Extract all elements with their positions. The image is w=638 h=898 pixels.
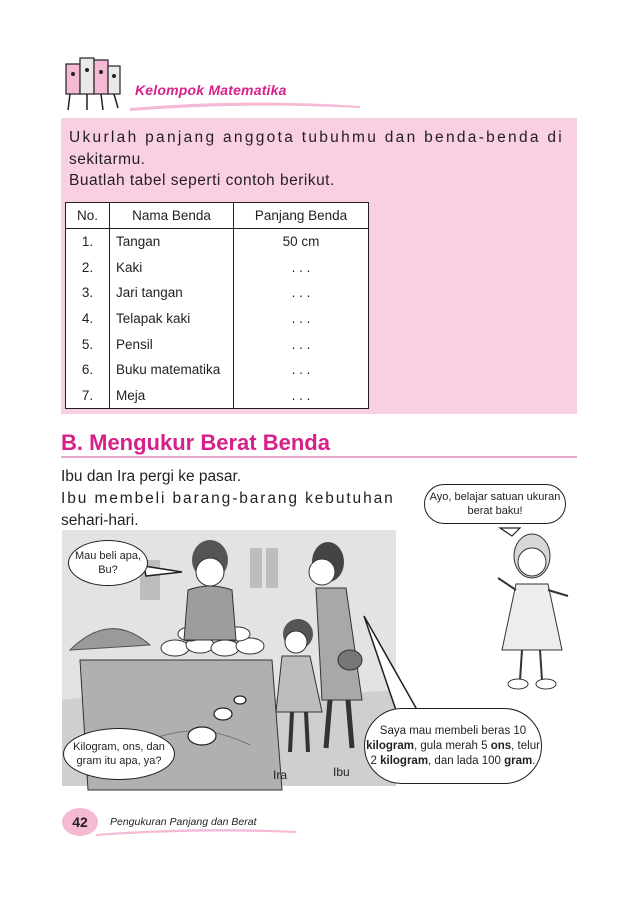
object-length: . . . bbox=[234, 383, 369, 409]
instruction-line: sekitarmu. bbox=[69, 150, 146, 168]
bubble-pointer bbox=[500, 528, 520, 536]
row-number: 3. bbox=[66, 280, 110, 306]
header-swoosh-icon bbox=[130, 100, 360, 112]
girl-figure bbox=[498, 534, 568, 689]
activity-instructions bbox=[69, 127, 569, 192]
object-length: 50 cm bbox=[234, 229, 369, 255]
object-length: . . . bbox=[234, 331, 369, 357]
speech-bubble-mother bbox=[364, 708, 542, 784]
object-length: . . . bbox=[234, 280, 369, 306]
object-length: . . . bbox=[234, 357, 369, 383]
row-number: 6. bbox=[66, 357, 110, 383]
table-row bbox=[66, 306, 369, 332]
object-name: Telapak kaki bbox=[110, 306, 234, 332]
speech-bubble-seller: Mau beli apa, Bu? bbox=[68, 540, 148, 586]
column-header: Nama Benda bbox=[110, 203, 234, 229]
table-header-row bbox=[66, 203, 369, 229]
table-row bbox=[66, 331, 369, 357]
row-number: 4. bbox=[66, 306, 110, 332]
bubble-bold-text: gram bbox=[504, 754, 533, 767]
table-row bbox=[66, 383, 369, 409]
paragraph-line: sehari-hari. bbox=[61, 512, 139, 529]
thought-dot bbox=[214, 708, 232, 720]
bubble-bold-text: ons bbox=[490, 739, 512, 752]
table-row bbox=[66, 254, 369, 280]
shelf-item bbox=[250, 548, 262, 588]
example-table bbox=[65, 202, 369, 409]
bubble-text: . bbox=[532, 754, 536, 767]
paragraph-line: Ibu membeli barang-barang kebutuhan bbox=[61, 490, 395, 507]
speech-bubble-learn: Ayo, belajar satuan ukuran berat baku! bbox=[424, 484, 566, 524]
object-name: Buku matematika bbox=[110, 357, 234, 383]
bubble-bold-text: kilogram bbox=[380, 754, 429, 767]
row-number: 5. bbox=[66, 331, 110, 357]
thought-bubble-ira: Kilogram, ons, dan gram itu apa, ya? bbox=[63, 728, 175, 780]
thought-dot bbox=[188, 727, 216, 745]
object-length: . . . bbox=[234, 306, 369, 332]
label-ira: Ira bbox=[273, 768, 288, 782]
instruction-line: Ukurlah panjang anggota tubuhmu dan benda-benda di bbox=[69, 129, 565, 146]
object-name: Meja bbox=[110, 383, 234, 409]
chapter-header-title: Kelompok Matematika bbox=[135, 82, 287, 98]
table-row bbox=[66, 280, 369, 306]
bubble-bold-text: kilogram bbox=[366, 739, 414, 752]
table-row bbox=[66, 229, 369, 255]
bubble-text: , telur 2 bbox=[370, 739, 540, 767]
object-name: Jari tangan bbox=[110, 280, 234, 306]
shelf-item bbox=[266, 548, 278, 588]
row-number: 2. bbox=[66, 254, 110, 280]
math-group-logo-icon bbox=[60, 52, 124, 114]
section-underline bbox=[61, 456, 577, 458]
page-number: 42 bbox=[62, 808, 98, 836]
instruction-line: Buatlah tabel seperti contoh berikut. bbox=[69, 172, 335, 189]
label-ibu: Ibu bbox=[333, 765, 350, 779]
row-number: 7. bbox=[66, 383, 110, 409]
paragraph-line: Ibu dan Ira pergi ke pasar. bbox=[61, 468, 242, 485]
object-length: . . . bbox=[234, 254, 369, 280]
bubble-text: , dan lada 100 bbox=[428, 754, 505, 767]
table-row bbox=[66, 357, 369, 383]
bubble-text: , gula merah 5 bbox=[414, 739, 491, 752]
section-title: B. Mengukur Berat Benda bbox=[61, 430, 330, 455]
thought-dot bbox=[234, 696, 246, 704]
footer-chapter-title: Pengukuran Panjang dan Berat bbox=[110, 816, 257, 828]
column-header: Panjang Benda bbox=[234, 203, 369, 229]
row-number: 1. bbox=[66, 229, 110, 255]
chapter-header bbox=[60, 52, 290, 114]
object-name: Kaki bbox=[110, 254, 234, 280]
object-name: Tangan bbox=[110, 229, 234, 255]
bubble-text: Saya mau membeli beras 10 bbox=[379, 724, 527, 737]
column-header: No. bbox=[66, 203, 110, 229]
object-name: Pensil bbox=[110, 331, 234, 357]
